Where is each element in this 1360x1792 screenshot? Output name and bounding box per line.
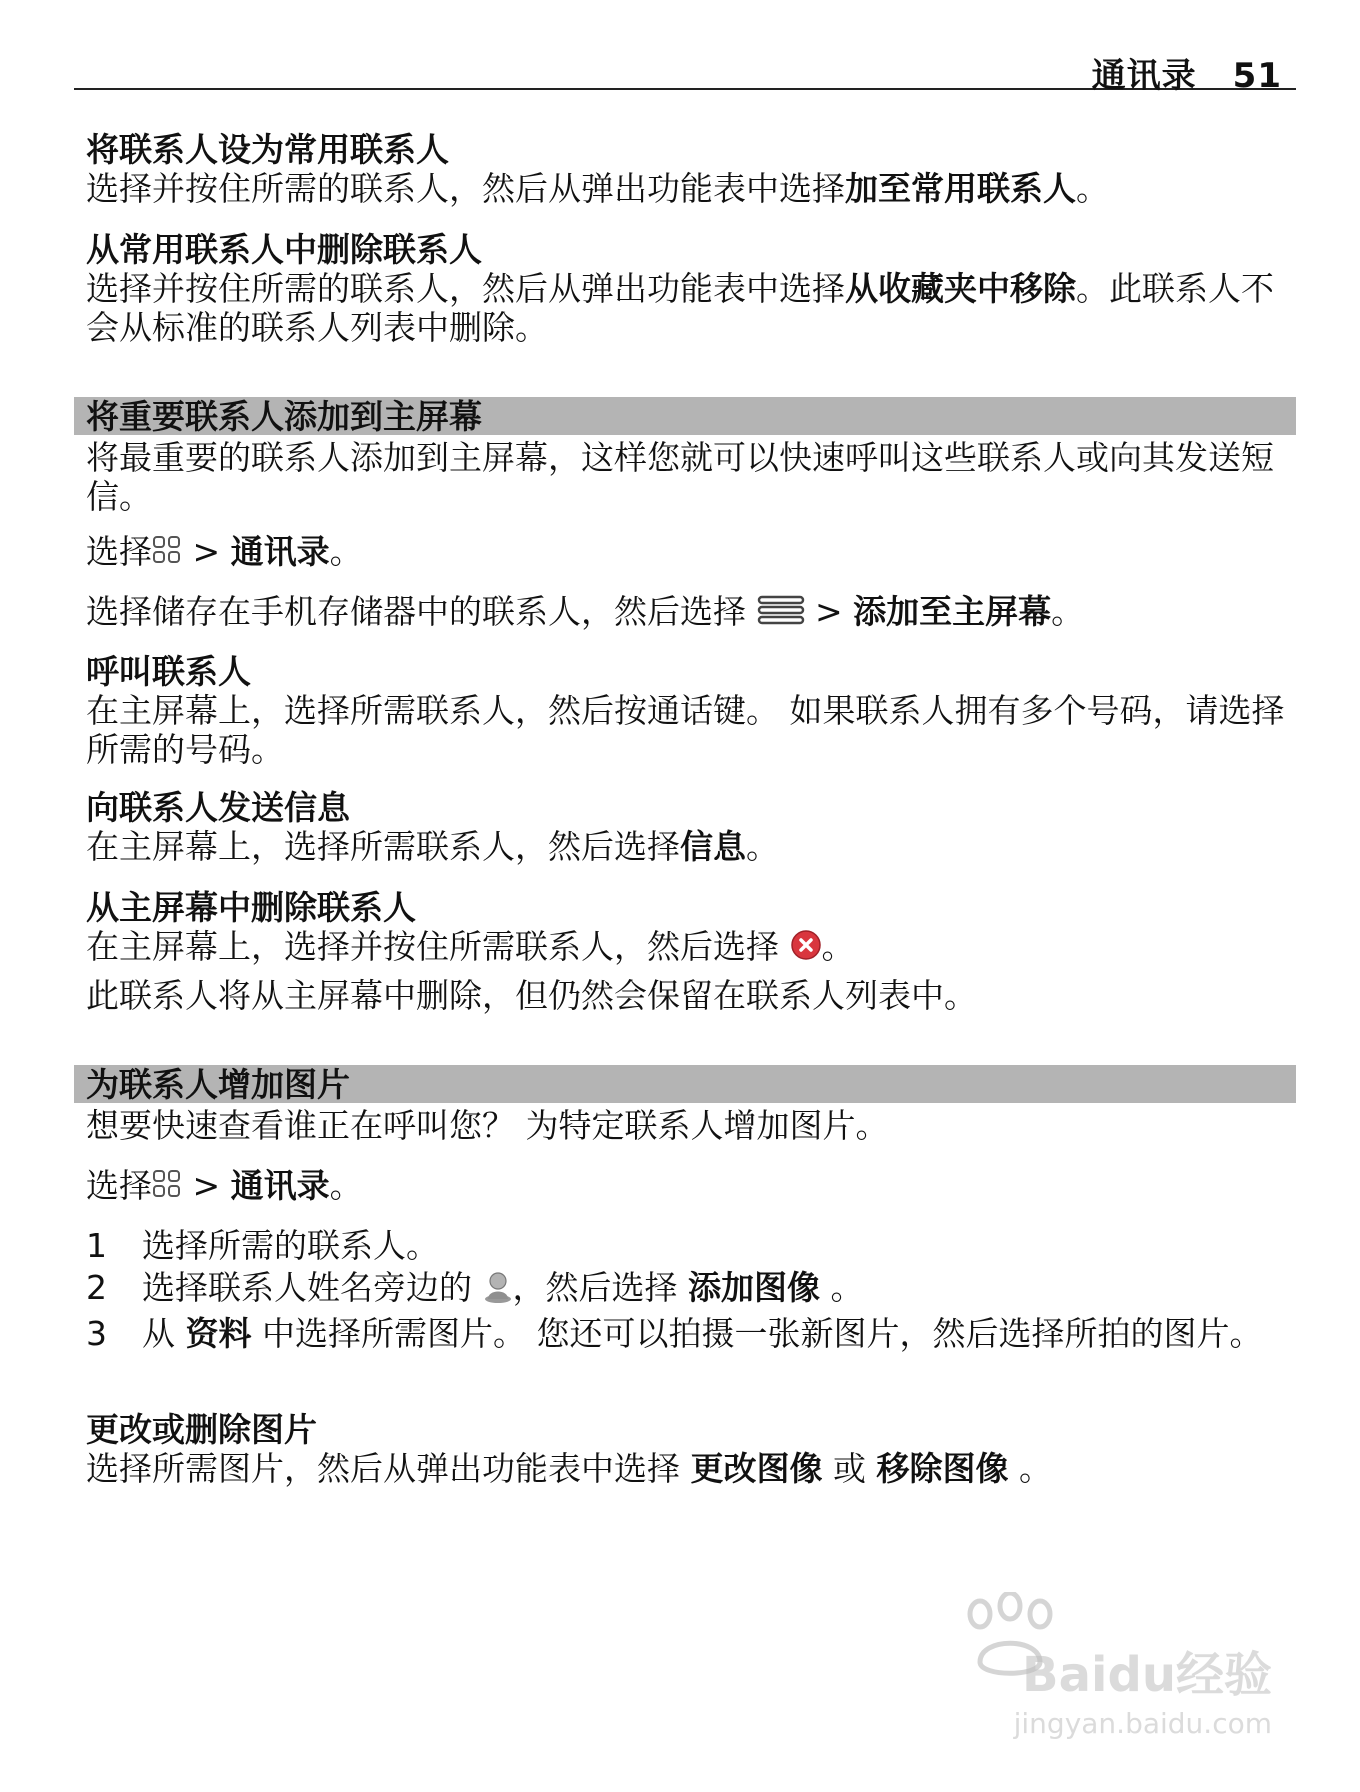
- list-number: 3: [86, 1314, 107, 1353]
- section-message-contact: [86, 788, 1296, 866]
- menu-option: 移除图像: [876, 1449, 1009, 1488]
- section-heading: 更改或删除图片: [86, 1410, 317, 1449]
- menu-option: 资料: [185, 1314, 252, 1353]
- list-number: 1: [86, 1226, 107, 1265]
- page-number: 51: [1232, 56, 1282, 96]
- section-call-contact: [86, 652, 1296, 769]
- section-heading: 向联系人发送信息: [86, 788, 350, 827]
- list-item: 2 选择联系人姓名旁边的 ，然后选择 添加图像 。: [86, 1268, 1296, 1311]
- section-body: 选择所需图片，然后从弹出功能表中选择 更改图像 或 移除图像 。: [86, 1449, 1052, 1488]
- menu-option: 通讯录: [230, 1166, 330, 1205]
- step-select-contacts-2: 选择 > 通讯录。: [86, 1166, 363, 1205]
- section-homescreen-intro: 将最重要的联系人添加到主屏幕，这样您就可以快速呼叫这些联系人或向其发送短信。: [86, 438, 1274, 516]
- section-heading: 呼叫联系人: [86, 652, 251, 691]
- section-remove-from-homescreen: [86, 888, 1296, 969]
- menu-grid-icon: [152, 1168, 182, 1207]
- section-body: 选择并按住所需的联系人，然后从弹出功能表中选择加至常用联系人。: [86, 169, 1109, 208]
- menu-option: 信息: [680, 827, 746, 866]
- list-number: 2: [86, 1268, 107, 1307]
- section-body: 在主屏幕上，选择所需联系人，然后选择信息。: [86, 827, 779, 866]
- delete-icon: [790, 929, 822, 969]
- section-band-add-picture: 为联系人增加图片: [74, 1065, 1296, 1103]
- menu-option: 加至常用联系人: [845, 169, 1076, 208]
- section-note: 此联系人将从主屏幕中删除，但仍然会保留在联系人列表中。: [86, 976, 977, 1015]
- watermark: Baidu经验 jingyan.baidu.com: [1013, 1647, 1272, 1740]
- section-body: 在主屏幕上，选择并按住所需联系人，然后选择 。: [86, 927, 1296, 969]
- section-band-homescreen: 将重要联系人添加到主屏幕: [74, 397, 1296, 435]
- menu-option: 通讯录: [230, 532, 330, 571]
- list-item: 1 选择所需的联系人。: [86, 1226, 439, 1265]
- section-heading: 从常用联系人中删除联系人: [86, 230, 482, 269]
- chapter-title: 通讯录: [1091, 56, 1197, 96]
- step-add-to-homescreen: 选择储存在手机存储器中的联系人，然后选择 > 添加至主屏幕。: [86, 592, 1296, 634]
- menu-option: 添加至主屏幕: [853, 592, 1052, 631]
- section-body: 在主屏幕上，选择所需联系人，然后按通话键。 如果联系人拥有多个号码，请选择所需的号码。: [86, 691, 1285, 769]
- menu-option: 从收藏夹中移除: [845, 269, 1076, 308]
- section-change-picture: [86, 1410, 1296, 1488]
- step-select-contacts: 选择 > 通讯录。: [86, 532, 363, 571]
- contact-silhouette-icon: [483, 1269, 513, 1311]
- menu-option: 更改图像: [690, 1449, 823, 1488]
- section-body: 选择并按住所需的联系人，然后从弹出功能表中选择从收藏夹中移除。此联系人不会从标准的联系人列表中删除。: [86, 269, 1274, 347]
- page-header: [74, 38, 1296, 96]
- section-picture-intro: 想要快速查看谁正在呼叫您？ 为特定联系人增加图片。: [86, 1106, 889, 1145]
- list-item: 3 从 资料 中选择所需图片。 您还可以拍摄一张新图片，然后选择所拍的图片。: [86, 1314, 1263, 1353]
- menu-option: 添加图像: [688, 1268, 820, 1307]
- menu-grid-icon: [152, 534, 182, 573]
- section-heading: 将联系人设为常用联系人: [86, 130, 449, 169]
- section-remove-favorite: [86, 230, 1296, 347]
- section-heading: 从主屏幕中删除联系人: [86, 888, 416, 927]
- options-lines-icon: [757, 594, 805, 634]
- section-set-favorite: [86, 130, 1296, 208]
